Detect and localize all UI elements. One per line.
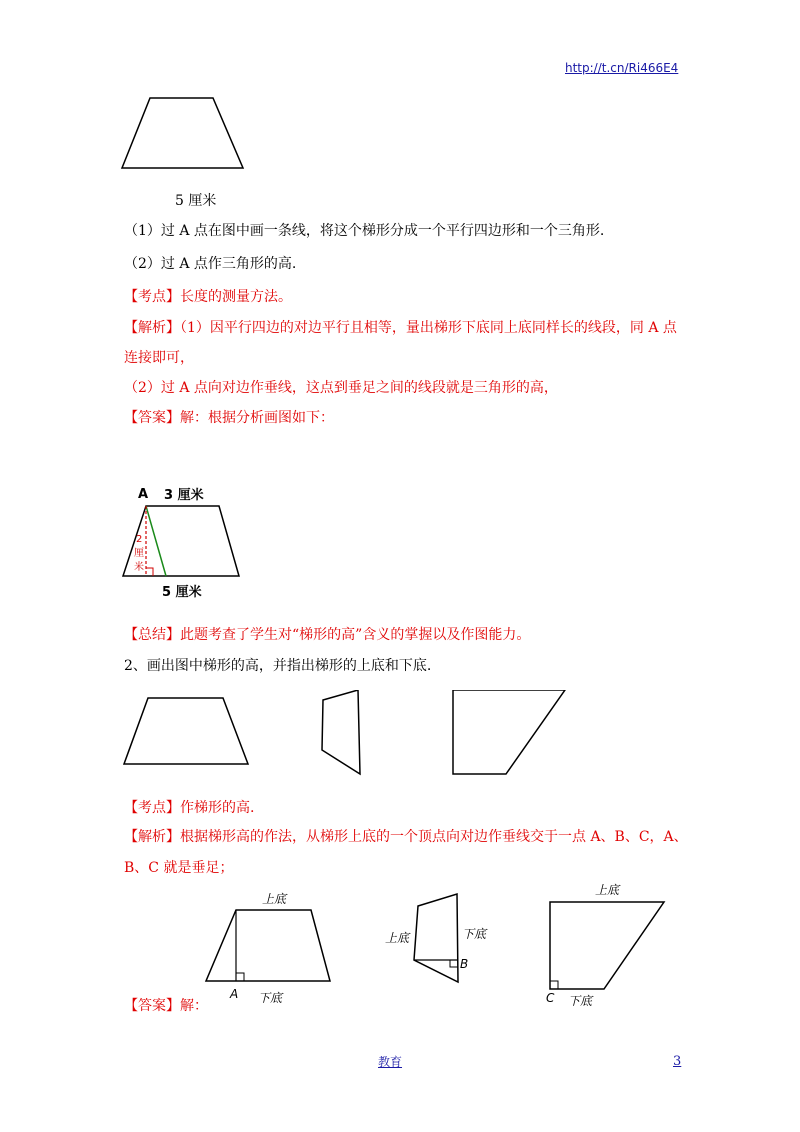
q2-jiexi-text-1: 根据梯形高的作法，从梯形上底的一个顶点向对边作垂线交于一点 A、B、C，A、 [180,829,688,845]
q1-height-label-3: 米 [134,562,144,573]
q1-question-2: （2）过 A 点作三角形的高. [124,256,297,272]
q1-jiexi-tag: 【解析】 [124,320,180,336]
q2-answer-figures [200,878,680,1013]
q2-kaodian [124,798,254,818]
q2-kaodian-tag: 【考点】 [124,800,180,816]
q2-answer-trapezoid-2 [414,894,458,982]
q1-answer-figure [118,480,258,605]
q2-jiexi [124,827,688,847]
q1-answer-bottom-label: 5 厘米 [162,585,202,600]
q2-fig1-top: 上底 [262,892,287,906]
q2-right-angle-2 [450,960,458,967]
q1-jiexi-text-3: （2）过 A 点向对边作垂线，这点到垂足之间的线段就是三角形的高， [124,380,558,396]
q2-jiexi-tag: 【解析】 [124,829,180,845]
q1-top-label: 3 厘米 [164,488,204,503]
q1-height-label-1: 2 [136,534,143,545]
q1-bottom-label: 5 厘米 [175,193,217,209]
q1-jiexi-text-1: （1）因平行四边的对边平行且相等，量出梯形下底同上底同样长的线段，同 A 点 [180,320,677,336]
q1-zongjie-text: 此题考查了学生对“梯形的高”含义的掌握以及作图能力。 [180,627,531,643]
q2-fig2-right: 下底 [462,927,487,941]
q1-trapezoid [122,98,243,168]
q1-height-label-2: 厘 [134,548,144,559]
q2-daan [124,996,208,1016]
q1-jiexi [124,318,677,338]
q1-kaodian-tag: 【考点】 [124,289,180,305]
q1-kaodian-text: 长度的测量方法。 [180,289,292,305]
q2-right-angle-3 [550,981,558,989]
q2-answer-trapezoid-1 [206,910,330,981]
footer-link[interactable]: 教育 [378,1055,403,1069]
q2-daan-tag: 【答案】 [124,998,180,1014]
q1-daan-tag: 【答案】 [124,410,180,426]
q2-answer-trapezoid-3 [550,902,664,989]
q2-fig3-top: 上底 [595,883,620,897]
q2-title: 2、画出图中梯形的高，并指出梯形的上底和下底. [124,658,432,674]
q2-fig1-foot: A [230,987,239,1001]
page-number: 3 [673,1054,682,1069]
q1-trapezoid-figure [118,92,248,172]
q1-zongjie [124,625,530,645]
q2-trapezoid-2 [322,690,360,774]
q2-fig2-left: 上底 [385,931,410,945]
q1-daan [124,408,334,428]
q2-fig1-bottom: 下底 [258,991,283,1005]
q2-trapezoid-1 [124,698,248,764]
q1-zongjie-tag: 【总结】 [124,627,180,643]
q1-jiexi-text-2: 连接即可， [124,350,194,366]
q2-kaodian-text: 作梯形的高. [180,800,255,816]
q1-daan-text: 解：根据分析画图如下： [180,410,334,426]
q2-question-figures [118,690,583,780]
q1-right-angle-mark [146,568,153,576]
q1-parallel-line [146,506,166,576]
q2-fig2-foot: B [460,957,469,971]
q2-fig3-foot: C [546,991,555,1005]
q1-kaodian [124,287,292,307]
q2-daan-text: 解： [180,998,208,1014]
q2-trapezoid-3 [453,690,565,774]
q2-right-angle-1 [236,973,244,981]
header-url[interactable]: http://t.cn/Ri466E4 [565,61,679,75]
q1-question-1: （1）过 A 点在图中画一条线，将这个梯形分成一个平行四边形和一个三角形. [124,223,605,239]
q2-jiexi-text-2: B、C 就是垂足； [124,860,234,876]
q1-point-a: A [138,487,149,502]
q2-fig3-bottom: 下底 [568,994,593,1008]
